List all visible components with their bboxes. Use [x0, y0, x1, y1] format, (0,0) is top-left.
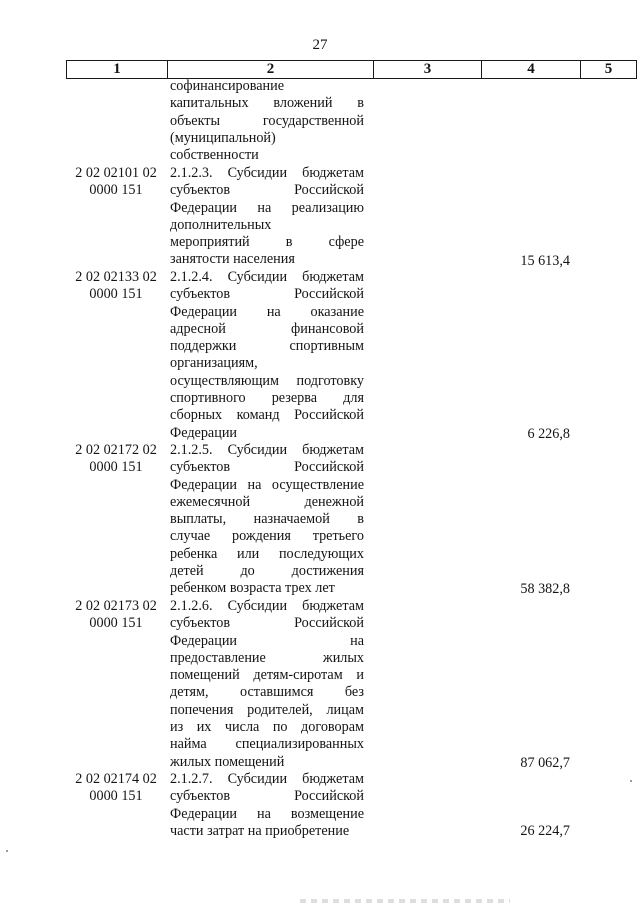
description-line: случае рождения третьего	[170, 528, 364, 545]
description-line: выплаты, назначаемой в	[170, 511, 364, 528]
row-amount: 6 226,8	[527, 426, 570, 442]
description-line: Федерации	[170, 424, 238, 441]
description-line: поддержки спортивным	[170, 338, 364, 355]
row-amount: 87 062,7	[520, 755, 570, 771]
description-line: детей до достижения	[170, 563, 364, 580]
description-line: адресной финансовой	[170, 320, 364, 337]
row-description	[170, 165, 364, 269]
description-line: ребенка или последующих	[170, 545, 364, 562]
description-line: объекты государственной	[170, 112, 364, 129]
code-line: 0000 151	[89, 286, 143, 303]
code-line: 2 02 02172 02	[75, 442, 157, 458]
header-col-5: 5	[581, 61, 637, 79]
code-line: 0000 151	[89, 182, 143, 199]
row-amount: 15 613,4	[520, 253, 570, 269]
scan-speck	[630, 780, 632, 782]
code-line: 2 02 02173 02	[75, 598, 157, 614]
row-amount: 26 224,7	[520, 823, 570, 839]
code-line: 0000 151	[89, 615, 143, 632]
row-amount: 58 382,8	[520, 581, 570, 597]
description-line: Федерации на реализацию	[170, 199, 364, 216]
description-line: найма специализированных	[170, 736, 364, 753]
description-line: части затрат на приобретение	[170, 822, 350, 839]
description-line: осуществляющим подготовку	[170, 372, 364, 389]
page-number: 27	[312, 37, 328, 53]
description-line: (муниципальной)	[170, 129, 276, 146]
row-description	[170, 598, 364, 771]
row-code	[68, 165, 164, 200]
code-line: 2 02 02133 02	[75, 269, 157, 285]
description-line: субъектов Российской	[170, 286, 364, 303]
description-line: сборных команд Российской	[170, 407, 364, 424]
description-line: помещений детям-сиротам и	[170, 667, 364, 684]
scan-speck	[6, 850, 8, 852]
scan-artifact	[300, 899, 510, 903]
description-line: софинансирование	[170, 78, 285, 94]
code-line: 2 02 02174 02	[75, 771, 157, 787]
header-col-4: 4	[482, 61, 581, 79]
continuation-description	[170, 78, 364, 164]
row-description	[170, 269, 364, 442]
code-line: 2 02 02101 02	[75, 165, 157, 181]
description-line: собственности	[170, 147, 259, 164]
row-description	[170, 771, 364, 840]
description-line: мероприятий в сфере	[170, 234, 364, 251]
description-line: жилых помещений	[170, 753, 285, 770]
description-line: спортивного резерва для	[170, 390, 364, 407]
description-line: Федерации на оказание	[170, 303, 364, 320]
description-line: 2.1.2.6. Субсидии бюджетам	[170, 598, 364, 614]
description-line: субъектов Российской	[170, 615, 364, 632]
description-line: Федерации на	[170, 632, 364, 649]
description-line: занятости населения	[170, 251, 295, 268]
row-code	[68, 771, 164, 806]
description-line: Федерации на возмещение	[170, 805, 364, 822]
description-line: ежемесячной денежной	[170, 493, 364, 510]
row-description	[170, 442, 364, 598]
description-line: 2.1.2.3. Субсидии бюджетам	[170, 165, 364, 181]
description-line: детям, оставшимся без	[170, 684, 364, 701]
description-line: 2.1.2.7. Субсидии бюджетам	[170, 771, 364, 787]
description-line: 2.1.2.4. Субсидии бюджетам	[170, 269, 364, 285]
description-line: организациям,	[170, 355, 258, 372]
row-code	[68, 598, 164, 633]
header-col-1: 1	[67, 61, 168, 79]
description-line: субъектов Российской	[170, 459, 364, 476]
description-line: 2.1.2.5. Субсидии бюджетам	[170, 442, 364, 458]
description-line: Федерации на осуществление	[170, 476, 364, 493]
description-line: субъектов Российской	[170, 182, 364, 199]
header-col-3: 3	[374, 61, 482, 79]
description-line: ребенком возраста трех лет	[170, 580, 335, 597]
description-line: дополнительных	[170, 216, 272, 233]
description-line: субъектов Российской	[170, 788, 364, 805]
code-line: 0000 151	[89, 788, 143, 805]
row-code	[68, 442, 164, 477]
code-line: 0000 151	[89, 459, 143, 476]
description-line: капитальных вложений в	[170, 95, 364, 112]
description-line: предоставление жилых	[170, 649, 364, 666]
description-line: из их числа по договорам	[170, 719, 364, 736]
row-code	[68, 269, 164, 304]
header-col-2: 2	[168, 61, 374, 79]
description-line: попечения родителей, лицам	[170, 701, 364, 718]
table-header	[66, 60, 637, 79]
